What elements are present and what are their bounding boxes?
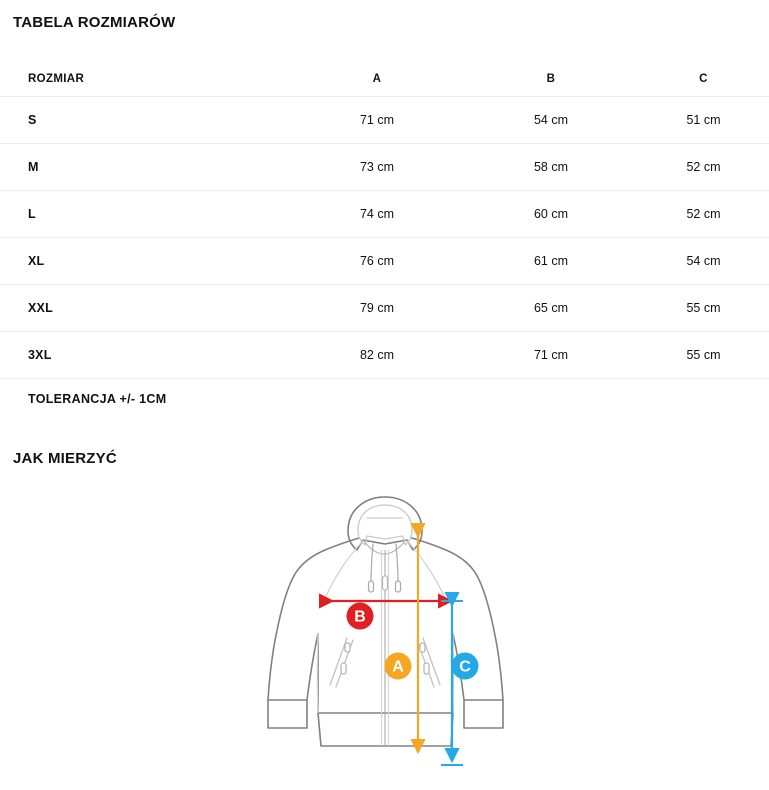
cell-a: 74 cm	[359, 207, 395, 221]
cell-b: 65 cm	[533, 301, 569, 315]
measure-badge-b	[347, 603, 374, 630]
measure-line-c	[441, 601, 463, 765]
column-header-a: A	[372, 73, 382, 85]
hoodie-measurement-diagram	[255, 488, 515, 788]
hood-lining	[358, 505, 412, 545]
cell-size: S	[28, 113, 37, 127]
cell-c: 55 cm	[686, 348, 721, 362]
page-title-how-to-measure: JAK MIERZYĆ	[13, 450, 117, 467]
table-row	[0, 285, 769, 332]
cell-c: 52 cm	[686, 207, 721, 221]
cell-c: 54 cm	[686, 254, 721, 268]
cell-a: 76 cm	[359, 254, 395, 268]
table-row	[0, 97, 769, 144]
cell-a: 79 cm	[359, 301, 395, 315]
table-row	[0, 332, 769, 379]
cell-a: 82 cm	[359, 348, 395, 362]
column-header-c: C	[699, 73, 708, 85]
table-header-row	[0, 62, 769, 97]
measure-badge-c	[452, 653, 479, 680]
cell-size: XL	[28, 254, 45, 268]
table-row	[0, 191, 769, 238]
tolerance-note: TOLERANCJA +/- 1CM	[28, 392, 167, 406]
cell-b: 71 cm	[533, 348, 569, 362]
cell-size: XXL	[28, 301, 53, 315]
cell-b: 58 cm	[533, 160, 569, 174]
measure-badge-a-label: A	[392, 658, 404, 676]
size-table-head	[0, 62, 769, 97]
column-header-size: ROZMIAR	[28, 73, 85, 85]
column-header-b: B	[546, 73, 556, 85]
table-row	[0, 144, 769, 191]
measure-badge-c-label: C	[459, 658, 471, 676]
cell-size: M	[28, 160, 39, 174]
size-table-body	[0, 97, 769, 420]
cell-b: 54 cm	[533, 113, 569, 127]
table-row	[0, 238, 769, 285]
measure-badge-a	[385, 653, 412, 680]
front-zipper	[382, 550, 389, 746]
cell-c: 55 cm	[686, 301, 721, 315]
size-table	[0, 62, 769, 419]
page-title-size-table: TABELA ROZMIARÓW	[13, 14, 176, 31]
hoodie-illustration-svg	[255, 488, 515, 788]
cell-c: 51 cm	[686, 113, 721, 127]
measure-badge-b-label: B	[354, 608, 366, 626]
cell-size: 3XL	[28, 348, 52, 362]
cell-a: 71 cm	[359, 113, 395, 127]
cell-b: 60 cm	[533, 207, 569, 221]
tolerance-row	[0, 379, 769, 420]
cell-size: L	[28, 207, 36, 221]
cell-b: 61 cm	[533, 254, 569, 268]
cell-a: 73 cm	[359, 160, 395, 174]
cell-c: 52 cm	[686, 160, 721, 174]
